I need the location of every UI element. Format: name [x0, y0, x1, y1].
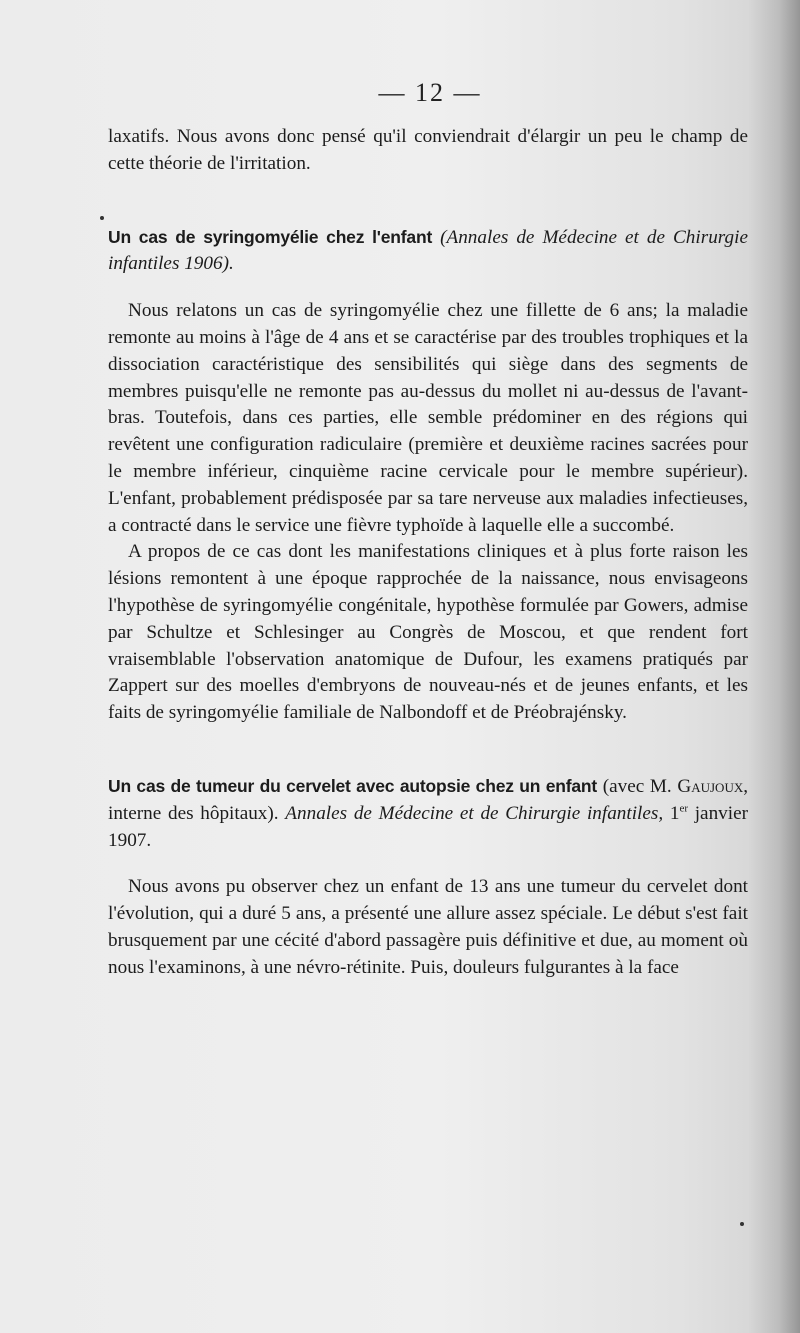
- ink-speck: [740, 1222, 744, 1226]
- page-edge-shadow: [748, 0, 800, 1333]
- ink-speck: [100, 216, 104, 220]
- section1-paragraph-2: A propos de ce cas dont les manifestations cliniques et à plus forte raison les lésions remontent à une époque rapprochée de la naissance, nous envisageons l'hypothèse de syringomyélie congénitale, hypothèse formulée par Gowers, admise par Schultze et Schlesinger au Congrès de Moscou, et que rendent fort vraisemblable l'observation anatomique de Dufour, les examens pratiqués par Zappert sur des moelles d'embryons de nouveau-nés et de jeunes enfants, et les faits de syringomyélie familiale de Nalbondoff et de Préobrajénsky.: [108, 541, 748, 724]
- section2-journal: Annales de Médecine et de Chirurgie infantiles,: [285, 802, 664, 824]
- section2-coauthor-name: Gaujoux: [677, 775, 744, 797]
- section2-coauthor-pre: (avec M.: [602, 775, 678, 797]
- section2-date: janvier 1907.: [108, 802, 748, 851]
- section1-reference: (Annales de Médecine et de Chirurgie infantiles 1906).: [108, 226, 748, 275]
- section2-heading: [108, 773, 748, 854]
- section2-title: Un cas de tumeur du cervelet avec autopsie chez un enfant: [108, 775, 598, 796]
- section1-title: Un cas de syringomyélie chez l'enfant: [108, 226, 433, 247]
- section1-paragraph-1: Nous relatons un cas de syringomyélie chez une fillette de 6 ans; la maladie remonte au moins à l'âge de 4 ans et se caractérise par des troubles trophiques et la dissociation caractéristique des sensibilités qui siège dans des segments de membres puisqu'elle ne remonte pas au-dessus du mollet ni au-dessus de l'avant-bras. Toutefois, dans ces parties, elle semble prédominer en des régions qui revêtent une configuration radiculaire (première et deuxième racines sacrées pour le membre inférieur, cinquième racine cervicale pour le membre supérieur). L'enfant, probablement prédisposée par sa tare nerveuse aux maladies infectieuses, a contracté dans le service une fièvre typhoïde à laquelle elle a succombé.: [108, 300, 748, 536]
- section2-day: 1: [669, 802, 680, 824]
- page-number: — 12 —: [378, 78, 482, 107]
- section1-heading: [108, 224, 748, 279]
- section2-paragraph-1: Nous avons pu observer chez un enfant de 13 ans une tumeur du cervelet dont l'évolution, qui a duré 5 ans, a présenté une allure assez spéciale. Le début s'est fait brusquement par une cécité d'abord passagère puis définitive et due, au moment où nous l'examinons, à une névro-rétinite. Puis, douleurs fulgurantes à la face: [108, 876, 748, 978]
- intro-paragraph: laxatifs. Nous avons donc pensé qu'il conviendrait d'élargir un peu le champ de cette théorie de l'irritation.: [108, 126, 748, 174]
- section2-coauthor-post: , interne des hôpitaux).: [108, 775, 749, 824]
- section2-day-sup: er: [679, 802, 689, 815]
- page-body: [108, 124, 748, 982]
